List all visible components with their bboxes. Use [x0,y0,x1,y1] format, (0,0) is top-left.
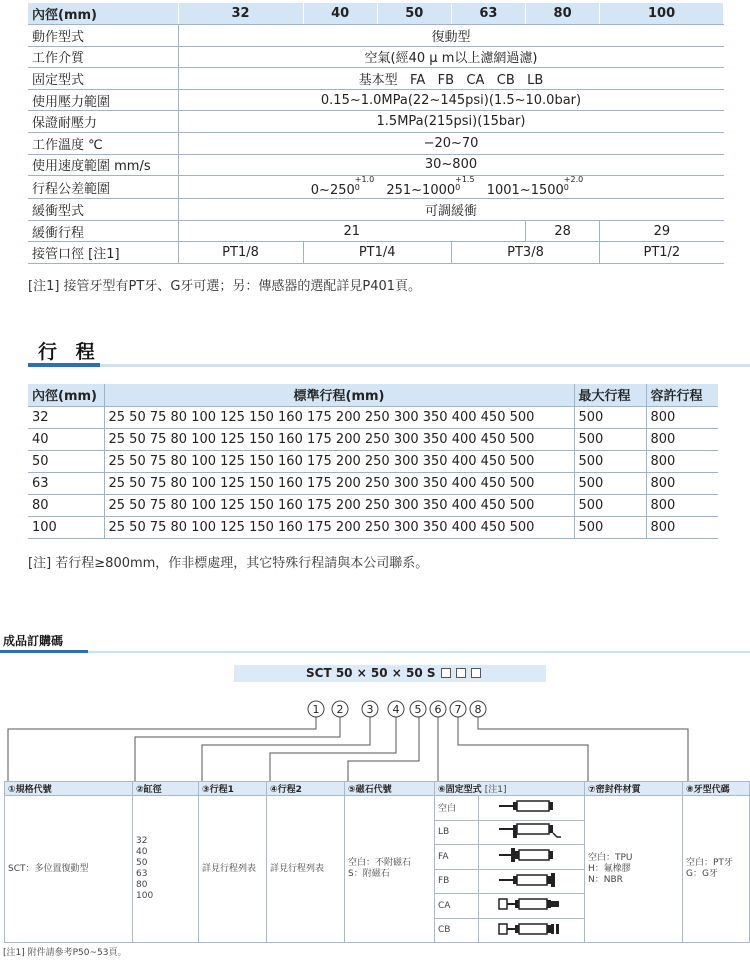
thread-options-cell: 空白：PT牙 G：G牙 [683,796,750,943]
spec-header-100: 100 [600,3,724,25]
mount-option-cb: CB [435,918,479,943]
spec-header-80: 80 [526,3,600,25]
spec-value: PT3/8 [451,242,599,264]
model-code-text: SCT 50 × 50 × 50 S [306,666,436,680]
stroke-header-bore: 內徑(mm) [28,384,104,406]
spec-label: 使用壓力範圍 [28,89,178,111]
spec-value: 0.15~1.0MPa(22~145psi)(1.5~10.0bar) [178,89,724,111]
order-header-mounting [435,782,585,796]
spec-header-63: 63 [451,3,525,25]
code-index-3: 3 [366,703,374,716]
stroke-bore: 50 [28,450,104,472]
stroke-allowable: 800 [646,516,718,538]
stroke-allowable: 800 [646,472,718,494]
spec-header-50: 50 [377,3,451,25]
spec-value: 28 [526,220,600,242]
stroke-max: 500 [574,472,646,494]
table-row [28,472,718,494]
model-code [234,665,546,682]
table-row [28,428,718,450]
stroke-bore: 40 [28,428,104,450]
stroke-standard: 25 50 75 80 100 125 150 160 175 200 250 300 350 400 450 500 [104,450,574,472]
stroke1-cell: 詳見行程列表 [199,796,267,943]
cylinder-ca-icon [479,894,585,919]
spec-label: 工作溫度 ℃ [28,133,178,155]
spec-value: PT1/4 [303,242,451,264]
spec-header-32: 32 [178,3,303,25]
order-header-mounting-label: ⑥固定型式 [438,785,482,795]
code-index-5: 5 [414,703,422,716]
spec-row-temp [28,133,724,155]
stroke-bore: 100 [28,516,104,538]
tolerance-range-2: 251~1000 [386,183,456,199]
mount-option-fa: FA [435,845,479,870]
stroke-standard: 25 50 75 80 100 125 150 160 175 200 250 300 350 400 450 500 [104,494,574,516]
tolerance-upper-3: +2.0 [563,175,584,185]
stroke-max: 500 [574,428,646,450]
tolerance-lower-3: 0 [563,183,569,193]
mount-option-basic: 空白 [435,796,479,821]
spec-row-tolerance [28,176,724,199]
stroke-note: [注] 若行程≥800mm，作非標處理，其它特殊行程請與本公司聯系。 [28,556,429,571]
spec-code-cell: SCT：多位置復動型 [5,796,133,943]
tolerance-lower-1: 0 [354,183,360,193]
stroke-max: 500 [574,406,646,428]
stroke-allowable: 800 [646,494,718,516]
mount-option-ca: CA [435,894,479,919]
order-header-row [5,782,750,796]
order-header-thread: ⑧牙型代碼 [683,782,750,796]
spec-row-speed [28,154,724,176]
order-row [5,796,750,821]
spec-value: 21 [178,220,526,242]
spec-header-bore: 內徑(mm) [28,3,178,25]
cylinder-fa-icon [479,845,585,870]
seal-options-cell: 空白：TPU H：氟橡膠 N：NBR [585,796,683,943]
code-index-8: 8 [474,703,482,716]
spec-row-proof [28,111,724,133]
bore-options-cell: 32 40 50 63 80 100 [133,796,199,943]
cylinder-cb-icon [479,918,585,943]
spec-value: −20~70 [178,133,724,155]
cylinder-basic-icon [479,796,585,821]
order-header-seal: ⑦密封件材質 [585,782,683,796]
stroke-max: 500 [574,450,646,472]
section-divider [0,650,750,654]
code-index-6: 6 [434,703,442,716]
order-header-bore: ②缸徑 [133,782,199,796]
code-placeholder-box [471,668,481,678]
spec-row-mounting [28,68,724,90]
stroke-header-allowable: 容許行程 [646,384,718,406]
stroke-bore: 63 [28,472,104,494]
stroke-bore: 80 [28,494,104,516]
spec-value: 可調緩衝 [178,199,724,221]
spec-value: 空氣(經40 μ m以上濾網過濾) [178,46,724,68]
code-index-2: 2 [336,703,344,716]
stroke-header-max: 最大行程 [574,384,646,406]
table-row [28,494,718,516]
order-header-magnet: ⑤磁石代號 [345,782,435,796]
stroke-standard: 25 50 75 80 100 125 150 160 175 200 250 300 350 400 450 500 [104,428,574,450]
code-connector-diagram [0,690,750,782]
spec-label: 工作介質 [28,46,178,68]
spec-value [178,176,724,199]
spec-row-cushion-stroke [28,220,724,242]
spec-label: 動作型式 [28,25,178,47]
order-header-stroke2: ④行程2 [267,782,345,796]
spec-value: 復動型 [178,25,724,47]
code-index-4: 4 [392,703,400,716]
order-header-stroke1: ③行程1 [199,782,267,796]
spec-value: 基本型 FA FB CA CB LB [178,68,724,90]
order-section-title: 成品訂購碼 [3,634,64,648]
spec-label: 緩衝型式 [28,199,178,221]
stroke-allowable: 800 [646,406,718,428]
stroke-header-row [28,384,718,406]
order-header-spec: ①規格代號 [5,782,133,796]
stroke-table [28,384,718,539]
table-row [28,516,718,538]
stroke-standard: 25 50 75 80 100 125 150 160 175 200 250 300 350 400 450 500 [104,516,574,538]
code-index-1: 1 [312,703,320,716]
stroke-standard: 25 50 75 80 100 125 150 160 175 200 250 300 350 400 450 500 [104,406,574,428]
spec-table [28,3,724,264]
table-row [28,450,718,472]
tolerance-range-3: 1001~1500 [486,183,564,199]
stroke2-cell: 詳見行程列表 [267,796,345,943]
spec-label: 固定型式 [28,68,178,90]
code-placeholder-box [441,668,451,678]
tolerance-upper-2: +1.5 [455,175,475,185]
tolerance-lower-2: 0 [455,183,461,193]
spec-label: 接管口徑 [注1] [28,242,178,264]
spec-row-cushion [28,199,724,221]
tolerance-range-1: 0~250 [310,183,355,199]
spec-row-pressure [28,89,724,111]
spec-value: PT1/8 [178,242,303,264]
spec-note: [注1] 接管牙型有PT牙、G牙可選；另：傳感器的選配詳見P401頁。 [28,279,422,294]
spec-label: 保證耐壓力 [28,111,178,133]
section-divider [28,363,750,372]
spec-label: 行程公差範圍 [28,176,178,199]
spec-value: 1.5MPa(215psi)(15bar) [178,111,724,133]
spec-header-row [28,3,724,25]
stroke-header-standard: 標準行程(mm) [104,384,574,406]
tolerance-upper-1: +1.0 [354,175,375,185]
cylinder-fb-icon [479,869,585,894]
order-code-table [4,781,750,943]
spec-header-40: 40 [303,3,377,25]
stroke-bore: 32 [28,406,104,428]
spec-value: 30~800 [178,154,724,176]
stroke-max: 500 [574,516,646,538]
stroke-allowable: 800 [646,428,718,450]
stroke-section-title: 行 程 [38,341,101,363]
spec-row-port [28,242,724,264]
order-header-mounting-note: [注1] [484,785,507,795]
stroke-standard: 25 50 75 80 100 125 150 160 175 200 250 300 350 400 450 500 [104,472,574,494]
stroke-allowable: 800 [646,450,718,472]
spec-value: 29 [600,220,724,242]
cylinder-lb-icon [479,820,585,845]
spec-row-action [28,25,724,47]
spec-label: 緩衝行程 [28,220,178,242]
stroke-max: 500 [574,494,646,516]
order-note: [注1] 附件請參考P50~53頁。 [3,948,127,958]
mount-option-fb: FB [435,869,479,894]
spec-label: 使用速度範圍 mm/s [28,154,178,176]
table-row [28,406,718,428]
code-index-7: 7 [454,703,462,716]
spec-value: PT1/2 [600,242,724,264]
spec-row-medium [28,46,724,68]
code-placeholder-box [456,668,466,678]
mount-option-lb: LB [435,820,479,845]
magnet-options-cell: 空白：不附磁石 S：附磁石 [345,796,435,943]
